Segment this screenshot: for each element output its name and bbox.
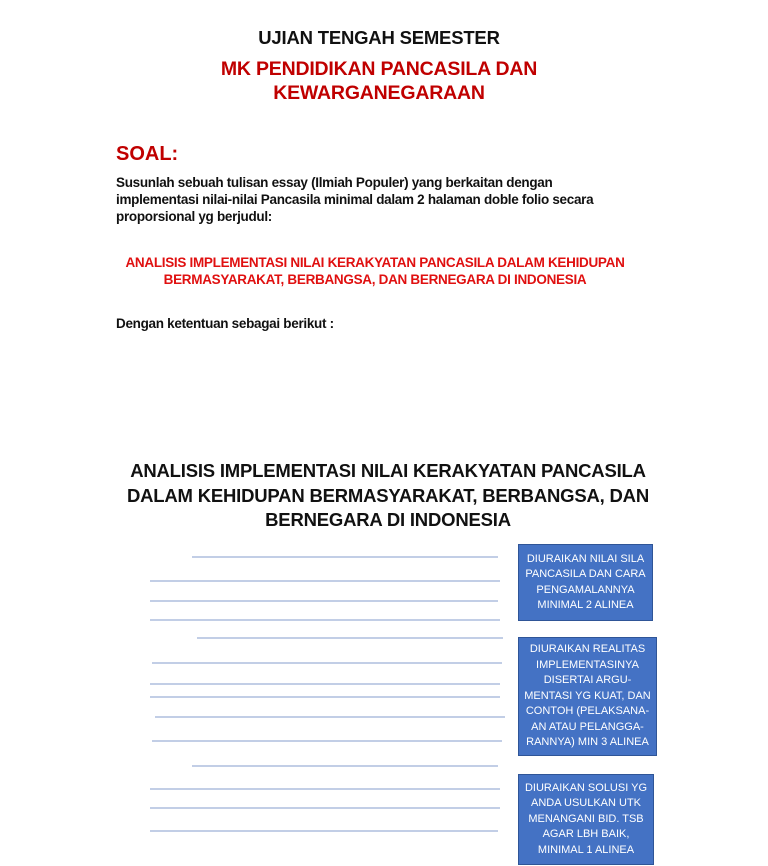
conditions-text: Dengan ketentuan sebagai berikut : [116,316,334,331]
essay-title: ANALISIS IMPLEMENTASI NILAI KERAKYATAN PANCASILA DALAM KEHIDUPAN BERMASYARAKAT, BERBANGSA, DAN BERNEGARA DI INDONESIA [125,255,625,287]
criteria-box-values [518,544,653,621]
exam-title: UJIAN TENGAH SEMESTER [258,27,500,48]
course-title-text: MK PENDIDIKAN PANCASILA DAN KEWARGANEGARAAN [220,58,538,104]
diagram-title: ANALISIS IMPLEMENTASI NILAI KERAKYATAN PANCASILA DALAM KEHIDUPAN BERMASYARAKAT, BERBANGSA, DAN BERNEGARA DI INDONESIA [126,460,650,530]
question-instruction: Susunlah sebuah tulisan essay (Ilmiah Populer) yang berkaitan dengan implementasi nilai-nilai Pancasila minimal dalam 2 halaman doble folio secara proporsional yg berjudul: [116,175,594,224]
criteria-box-text: DIURAIKAN SOLUSI YG ANDA USULKAN UTK MENANGANI BID. TSB AGAR LBH BAIK, MINIMAL 1 ALINEA [524,781,648,856]
criteria-box-text: DIURAIKAN NILAI SILA PANCASILA DAN CARA PENGAMALANNYA MINIMAL 2 ALINEA [525,552,646,611]
criteria-box-solution [518,774,654,865]
question-label: SOAL: [116,143,179,165]
criteria-box-text: DIURAIKAN REALITAS IMPLEMENTASINYA DISERTAI ARGU-MENTASI YG KUAT, DAN CONTOH (PELAKSANA-AN ATAU PELANGGA-RANNYA) MIN 3 ALINEA [524,643,651,749]
criteria-box-reality [518,637,657,756]
